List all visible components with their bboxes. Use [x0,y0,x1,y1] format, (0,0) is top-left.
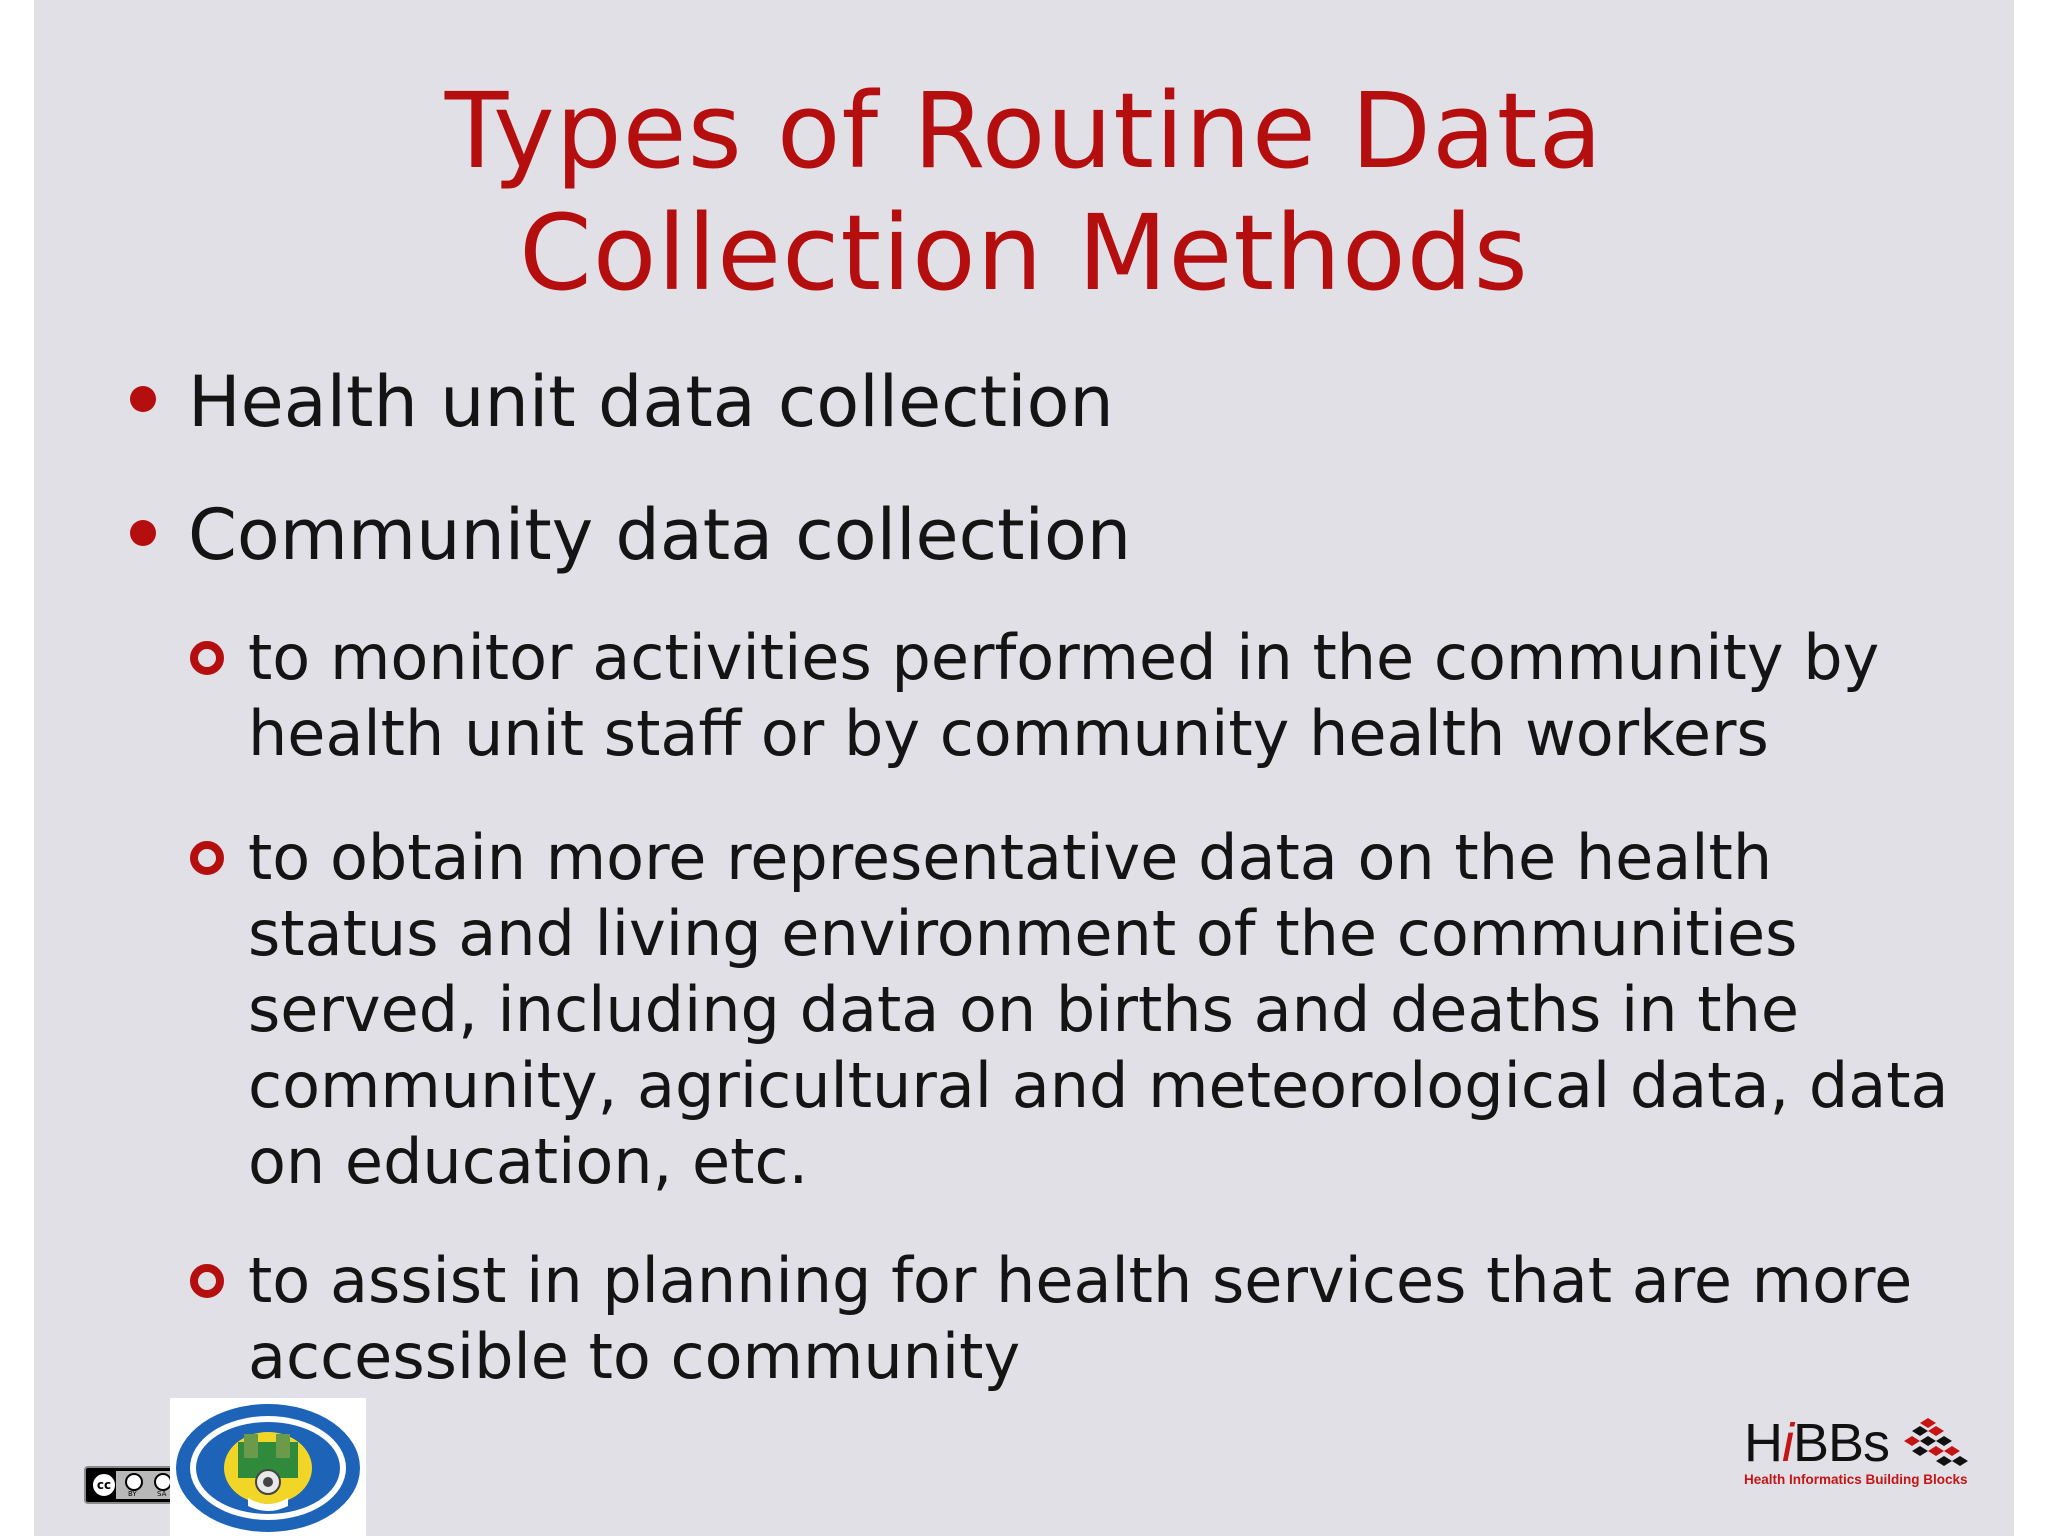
bullet-dot-icon [130,520,156,546]
bullet-dot-icon [130,386,156,412]
sub-bullet-text [248,620,1988,772]
bullet-ring-icon [190,1264,224,1298]
text-line: to assist in planning for health services that are more [248,1244,1913,1317]
sub-bullet-text [248,820,1988,1200]
hibbs-tagline: Health Informatics Building Blocks [1744,1472,1968,1487]
text-line: health unit staff or by community health workers [248,697,1769,770]
text-line: to obtain more representative data on the health [248,821,1773,894]
hibbs-wordmark: HiBBs [1744,1413,1890,1473]
bullet-ring-icon [190,641,224,675]
university-of-gondar-logo [170,1398,366,1536]
slide [34,0,2014,1536]
by-label: BY [128,1490,137,1498]
text-line: served, including data on births and deaths in the [248,973,1800,1046]
text-line: on education, etc. [248,1125,809,1198]
text-line: to monitor activities performed in the community by [248,621,1880,694]
hibbs-logo [1744,1412,1984,1492]
title-line-1: Types of Routine Data [444,70,1604,192]
text-line: community, agricultural and meteorological data, data [248,1049,1949,1122]
bullet-text: Community data collection [188,494,1132,576]
cc-icon: cc [90,1471,118,1499]
slide-title [34,70,2014,314]
sa-label: SA [157,1490,167,1498]
text-line: status and living environment of the communities [248,897,1798,970]
title-line-2: Collection Methods [519,192,1529,314]
text-line: accessible to community [248,1320,1021,1393]
by-person-icon [125,1473,143,1491]
sub-bullet-text [248,1243,1988,1395]
bullet-ring-icon [190,841,224,875]
bullet-text: Health unit data collection [188,361,1114,443]
building-blocks-icon [1902,1416,1972,1468]
